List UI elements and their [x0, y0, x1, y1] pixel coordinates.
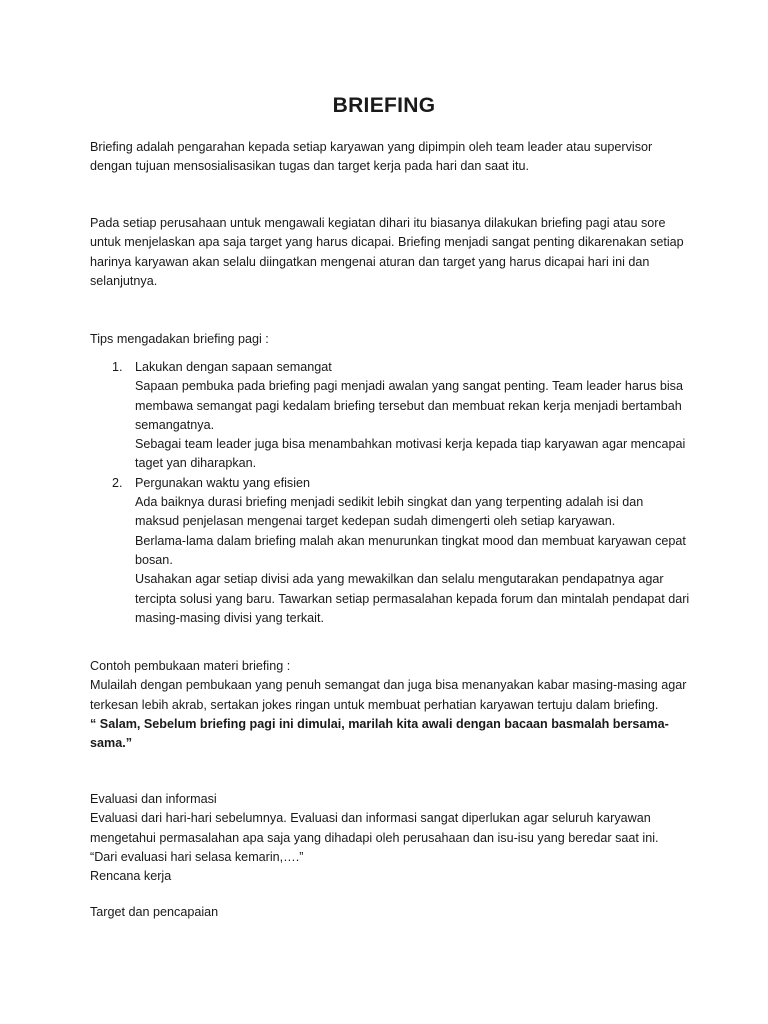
list-item-line: Sebagai team leader juga bisa menambahkan motivasi kerja kepada tiap karyawan agar mencapai taget yan diharapkan.: [135, 437, 686, 471]
list-item-line: Usahakan agar setiap divisi ada yang mewakilkan dan selalu mengutarakan pendapatnya agar tercipta solusi yang baru. Tawarkan setiap permasalahan kepada forum dan mintalah pendapat dari masing-masing divisi yang terkait.: [135, 572, 690, 625]
tips-list: [90, 358, 690, 628]
evaluasi-text: Evaluasi dari hari-hari sebelumnya. Evaluasi dan informasi sangat diperlukan agar seluruh karyawan mengetahui permasalahan apa saja yang dihadapi oleh perusahaan dan isu-isu yang beredar saat ini.: [90, 811, 659, 845]
list-item-line: Berlama-lama dalam briefing malah akan menurunkan tingkat mood dan membuat karyawan cepat bosan.: [135, 533, 686, 567]
list-item-line: Ada baiknya durasi briefing menjadi sedikit lebih singkat dan yang terpenting adalah isi dan maksud penjelasan mengenai target kedepan sudah dimengerti oleh setiap karyawan.: [135, 495, 644, 529]
intro-paragraph: [90, 138, 690, 177]
contoh-section: [90, 657, 690, 753]
list-item: [90, 474, 690, 628]
target-heading: Target dan pencapaian: [90, 905, 219, 919]
list-item-title: Pergunakan waktu yang efisien: [135, 475, 311, 490]
target-section: [90, 903, 690, 922]
list-item-number: 1.: [112, 360, 123, 374]
evaluasi-quote: “Dari evaluasi hari selasa kemarin,….”: [90, 849, 304, 864]
paragraph-2: [90, 214, 690, 291]
tips-heading: [90, 330, 690, 349]
list-item: [90, 358, 690, 474]
contoh-heading: Contoh pembukaan materi briefing :: [90, 659, 291, 673]
contoh-text: Mulailah dengan pembukaan yang penuh semangat dan juga bisa menanyakan kabar masing-masing agar terkesan lebih akrab, sertakan jokes ringan untuk membuat perhatian karyawan tertuju dalam briefing.: [90, 678, 687, 712]
contoh-quote: “ Salam, Sebelum briefing pagi ini dimulai, marilah kita awali dengan bacaan basmalah bersama-sama.”: [90, 716, 669, 751]
tips-heading-text: Tips mengadakan briefing pagi :: [90, 332, 269, 346]
rencana-heading: Rencana kerja: [90, 869, 172, 884]
list-item-line: Sapaan pembuka pada briefing pagi menjadi awalan yang sangat penting. Team leader harus bisa membawa semangat pagi kedalam briefing tersebut dan membuat rekan kerja menjadi bertambah semangatnya.: [135, 379, 683, 432]
intro-text: Briefing adalah pengarahan kepada setiap karyawan yang dipimpin oleh team leader atau supervisor dengan tujuan mensosialisasikan tugas dan target kerja pada hari dan saat itu.: [90, 140, 653, 174]
document-title: BRIEFING: [332, 94, 436, 117]
evaluasi-heading: Evaluasi dan informasi: [90, 792, 217, 806]
list-item-title: Lakukan dengan sapaan semangat: [135, 360, 332, 374]
paragraph-2-text: Pada setiap perusahaan untuk mengawali kegiatan dihari itu biasanya dilakukan briefing pagi atau sore untuk menjelaskan apa saja target yang harus dicapai. Briefing menjadi sangat penting dikarenakan setiap harinya karyawan akan selalu diingatkan mengenai aturan dan target yang harus dicapai hari ini dan selanjutnya.: [90, 216, 684, 288]
list-item-number: 2.: [112, 475, 123, 490]
evaluasi-section: [90, 790, 690, 886]
